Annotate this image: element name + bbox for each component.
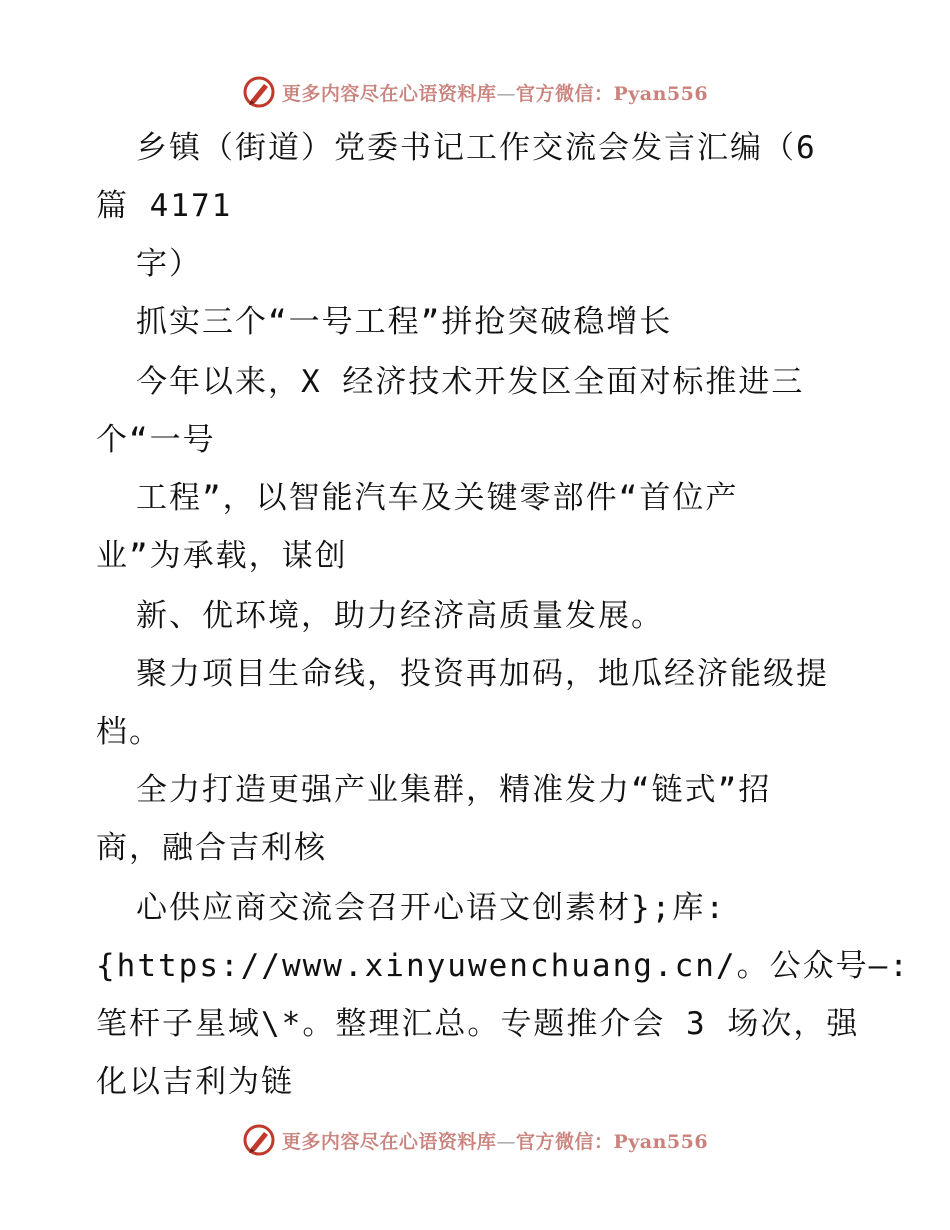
- paragraph-line: 档。: [96, 714, 162, 750]
- paragraph-line: 新、优环境，助力经济高质量发展。: [136, 598, 664, 634]
- paragraph-line: 业”为承载，谋创: [96, 538, 348, 574]
- watermark-text: 更多内容尽在心语资料库—官方微信：Pyan556: [281, 82, 709, 105]
- doc-heading: 抓实三个“一号工程”拼抢突破稳增长: [136, 304, 673, 340]
- paragraph-line: 工程”，以智能汽车及关键零部件“首位产: [136, 480, 739, 516]
- pen-circle-logo-icon: [242, 1123, 276, 1157]
- paragraph-line: 全力打造更强产业集群，精准发力“链式”招: [136, 772, 772, 808]
- paragraph-line: 化以吉利为链: [96, 1064, 294, 1100]
- doc-title-line-3: 字）: [136, 246, 202, 282]
- paragraph-line: {https://www.xinyuwenchuang.cn/。公众号—:: [96, 948, 910, 984]
- paragraph-line: 商，融合吉利核: [96, 830, 327, 866]
- pen-circle-logo-icon: [242, 75, 276, 109]
- doc-title-line-2: 篇 4171: [96, 188, 233, 224]
- paragraph-line: 聚力项目生命线，投资再加码，地瓜经济能级提: [136, 656, 829, 692]
- paragraph-line: 今年以来，X 经济技术开发区全面对标推进三: [136, 364, 805, 400]
- paragraph-line: 笔杆子星域\*。整理汇总。专题推介会 3 场次，强: [96, 1006, 860, 1042]
- paragraph-line: 心供应商交流会召开心语文创素材};库:: [136, 890, 726, 926]
- watermark-header: [0, 72, 950, 112]
- doc-title-line-1: 乡镇（街道）党委书记工作交流会发言汇编（6: [136, 130, 817, 166]
- paragraph-line: 个“一号: [96, 422, 216, 458]
- watermark-footer: [0, 1120, 950, 1160]
- watermark-text: 更多内容尽在心语资料库—官方微信：Pyan556: [281, 1130, 709, 1153]
